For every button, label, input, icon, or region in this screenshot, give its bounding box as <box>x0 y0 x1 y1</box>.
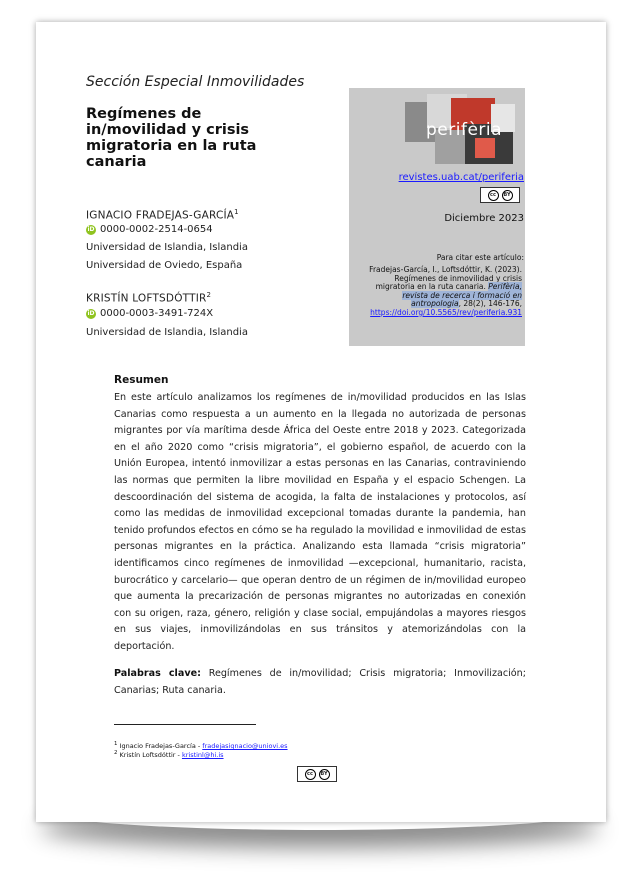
journal-website-link[interactable]: revistes.uab.cat/periferia <box>398 172 524 183</box>
author-2-affiliation-1: Universidad de Islandia, Islandia <box>86 327 248 338</box>
cc-license-badge <box>480 187 520 203</box>
abstract-heading: Resumen <box>114 374 169 386</box>
orcid-icon: iD <box>87 309 95 317</box>
by-icon: BY <box>319 769 330 780</box>
author-2-orcid[interactable]: iD 0000-0003-3491-724X <box>87 308 214 319</box>
author-1-name: IGNACIO FRADEJAS-GARCÍA$^1$ <box>86 208 239 222</box>
cc-license-badge-footer <box>297 766 337 782</box>
orcid-icon: iD <box>87 225 95 233</box>
by-icon: BY <box>502 190 513 201</box>
citation-journal: Perifèria, revista de recerca i formació en antropologia <box>402 282 522 309</box>
footnote-separator <box>114 724 256 725</box>
cc-icon: cc <box>488 190 499 201</box>
author-1-affiliation-2: Universidad de Oviedo, España <box>86 260 243 271</box>
author-1-orcid[interactable]: iD 0000-0002-2514-0654 <box>87 224 213 235</box>
author-1-affiliation-1: Universidad de Islandia, Islandia <box>86 242 248 253</box>
article-title: Regímenes de in/movilidad y crisis migratoria en la ruta canaria <box>86 106 257 170</box>
keywords: Palabras clave: Regímenes de in/movilidad; Crisis migratoria; Inmovilización; Canarias; Ruta canaria. <box>114 668 526 696</box>
footnote-2: $^2$ Kristín Loftsdóttir - kristinl@hi.is <box>114 750 224 760</box>
section-label: Sección Especial Inmovilidades <box>86 74 305 90</box>
footnote-2-email-link[interactable]: kristinl@hi.is <box>181 751 224 760</box>
journal-logo-text: perifèria <box>426 120 503 140</box>
cc-icon: cc <box>305 769 316 780</box>
publication-date: Diciembre 2023 <box>444 213 524 224</box>
cite-label: Para citar este artículo: <box>436 253 524 262</box>
footnote-1: $^1$ Ignacio Fradejas-García - fradejasignacio@uniovi.es <box>114 741 288 751</box>
citation-doi-link[interactable]: https://doi.org/10.5565/rev/periferia.931 <box>370 307 522 317</box>
footnote-1-email-link[interactable]: fradejasignacio@uniovi.es <box>202 742 288 751</box>
abstract-text: En este artículo analizamos los regímenes de in/movilidad producidos en las Islas Canarias como respuesta a un aumento en la llegada no autorizada de personas migrantes por vía marítima desde África del Oeste entre 2018 y 2023. Categorizada en el año 2020 como “crisis migratoria”, el gobierno español, de acuerdo con la Unión Europea, intentó inmovilizar a estas personas en las Canarias, contraviniendo las normas que permiten la libre movilidad en España y el espacio Schengen. La descoordinación del sistema de acogida, la falta de instalaciones y protocolos, así como las medidas de inmovilidad excepcional tomadas durante la pandemia, han tenido profundos efectos en cómo se ha regulado la movilidad e inmovilidad de estas personas migrantes en la práctica. Analizando esta llamada “crisis migratoria” identificamos cinco regímenes de inmovilidad —excepcional, humanitario, racista, burocrático y carcelario— que operan dentro de un régimen de in/movilidad europeo que aumenta la precarización de personas migrantes no autorizadas en conexión con su origen, raza, género, religión y clase social, empujándolas a mayores riesgos en sus viajes, inmovilizándolas en sus tránsitos y atemorizándolas con la deportación. <box>114 392 526 652</box>
citation: Fradejas-García, I., Loftsdóttir, K. (2023). Regímenes de inmovilidad y crisis migratoria en la ruta canaria. Perifèria, revista de recerca i formació en antropologia, 28(2), 146-176, https://doi.org/10.5565/rev/periferia.931 <box>369 265 522 317</box>
author-2-name: KRISTÍN LOFTSDÓTTIR$^2$ <box>86 291 212 305</box>
